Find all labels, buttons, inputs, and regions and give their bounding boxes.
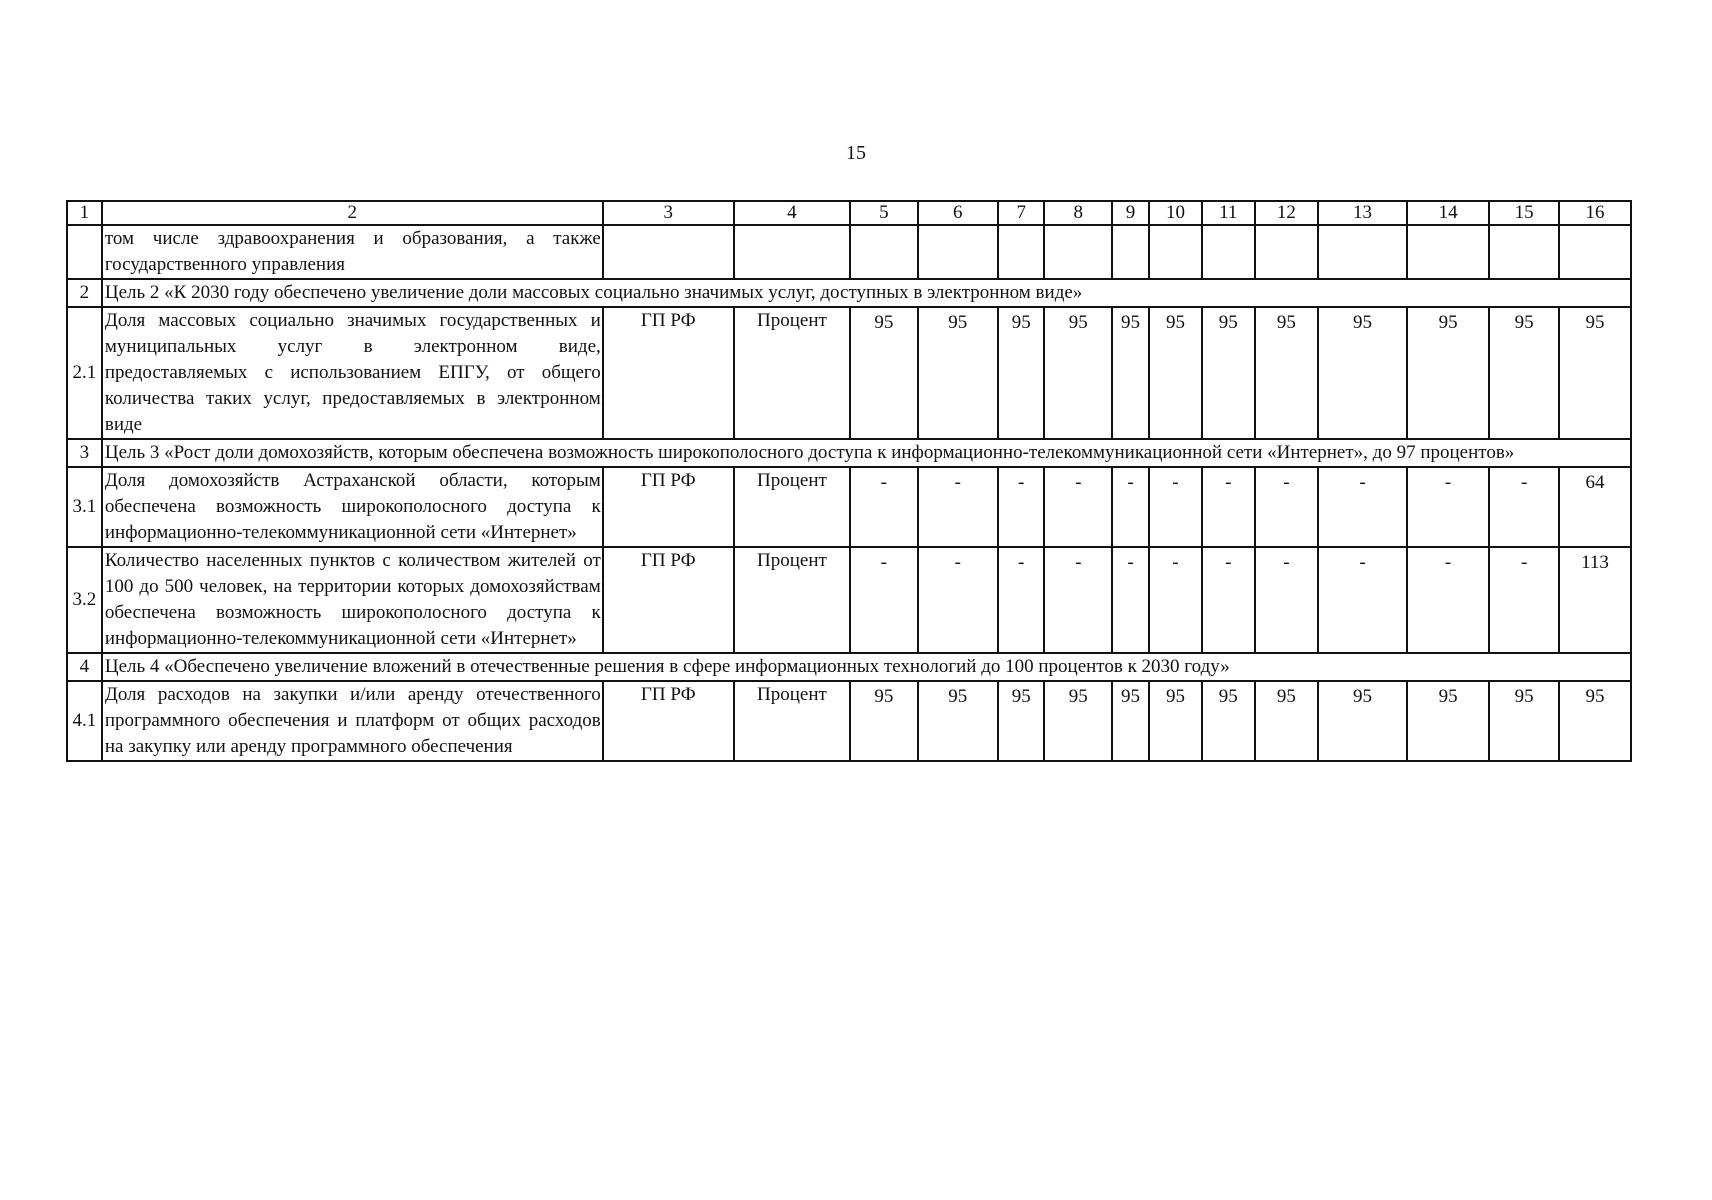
indicator-value: - — [918, 547, 998, 653]
indicator-value: 113 — [1559, 547, 1631, 653]
indicator-value: - — [850, 547, 918, 653]
indicator-value: 95 — [1407, 307, 1489, 439]
indicator-name: том числе здравоохранения и образования, а также государственного управления — [102, 225, 603, 279]
column-number: 3 — [603, 201, 734, 225]
column-number: 16 — [1559, 201, 1631, 225]
empty-cell — [603, 225, 734, 279]
indicator-value: 95 — [1489, 307, 1559, 439]
indicator-level: ГП РФ — [603, 467, 734, 547]
indicator-value: 95 — [1255, 307, 1318, 439]
indicator-value: 95 — [1407, 681, 1489, 761]
goal-row — [67, 279, 1631, 307]
column-number: 5 — [850, 201, 918, 225]
indicator-value: 95 — [1044, 681, 1112, 761]
indicator-value: - — [1044, 467, 1112, 547]
indicator-value: 95 — [850, 681, 918, 761]
empty-cell — [1489, 225, 1559, 279]
empty-cell — [918, 225, 998, 279]
indicator-number: 3.2 — [67, 547, 102, 653]
goal-row — [67, 439, 1631, 467]
indicator-row — [67, 307, 1631, 439]
goal-number: 3 — [67, 439, 102, 467]
indicator-value: 95 — [1559, 307, 1631, 439]
indicator-number: 3.1 — [67, 467, 102, 547]
indicator-value: - — [1202, 547, 1255, 653]
indicator-value: 95 — [1318, 307, 1407, 439]
column-number: 11 — [1202, 201, 1255, 225]
indicator-value: 95 — [850, 307, 918, 439]
indicators-table — [66, 200, 1632, 762]
column-number: 10 — [1149, 201, 1202, 225]
indicator-level: ГП РФ — [603, 307, 734, 439]
column-number: 2 — [102, 201, 603, 225]
indicator-value: - — [998, 467, 1044, 547]
indicator-value: 64 — [1559, 467, 1631, 547]
goal-number: 4 — [67, 653, 102, 681]
indicator-name: Доля расходов на закупки и/или аренду отечественного программного обеспечения и платформ от общих расходов на закупку или аренду программного обеспечения — [102, 681, 603, 761]
indicator-value: - — [1407, 547, 1489, 653]
column-number: 8 — [1044, 201, 1112, 225]
indicator-number: 4.1 — [67, 681, 102, 761]
indicator-unit: Процент — [734, 547, 850, 653]
indicator-value: - — [998, 547, 1044, 653]
indicator-value: - — [1044, 547, 1112, 653]
indicator-value: 95 — [918, 681, 998, 761]
indicator-value: 95 — [1559, 681, 1631, 761]
indicator-row — [67, 681, 1631, 761]
indicator-value: 95 — [998, 681, 1044, 761]
indicator-value: 95 — [1112, 307, 1149, 439]
empty-cell — [998, 225, 1044, 279]
indicator-value: - — [1318, 467, 1407, 547]
empty-cell — [1407, 225, 1489, 279]
goal-text: Цель 2 «К 2030 году обеспечено увеличение доли массовых социально значимых услуг, доступных в электронном виде» — [102, 279, 1631, 307]
indicator-value: - — [1255, 467, 1318, 547]
indicator-value: - — [850, 467, 918, 547]
indicator-value: 95 — [1202, 307, 1255, 439]
empty-cell — [1255, 225, 1318, 279]
column-number: 4 — [734, 201, 850, 225]
column-number: 7 — [998, 201, 1044, 225]
empty-cell — [1149, 225, 1202, 279]
indicator-value: - — [1112, 467, 1149, 547]
column-number: 13 — [1318, 201, 1407, 225]
indicator-value: - — [1255, 547, 1318, 653]
goal-row — [67, 653, 1631, 681]
column-number: 9 — [1112, 201, 1149, 225]
indicator-unit: Процент — [734, 307, 850, 439]
empty-cell — [1044, 225, 1112, 279]
indicator-value: - — [1318, 547, 1407, 653]
column-number-row — [67, 201, 1631, 225]
indicator-name: Количество населенных пунктов с количеством жителей от 100 до 500 человек, на территории которых домохозяйствам обеспечена возможность широкополосного доступа к информационно-телекоммуникационной сети «Интернет» — [102, 547, 603, 653]
indicator-level: ГП РФ — [603, 547, 734, 653]
indicator-value: - — [1489, 467, 1559, 547]
indicator-value: - — [1112, 547, 1149, 653]
indicator-number: 2.1 — [67, 307, 102, 439]
empty-cell — [1202, 225, 1255, 279]
indicator-value: - — [1202, 467, 1255, 547]
indicator-value: - — [1149, 467, 1202, 547]
empty-cell — [1112, 225, 1149, 279]
goal-number: 2 — [67, 279, 102, 307]
indicator-value: - — [1489, 547, 1559, 653]
column-number: 14 — [1407, 201, 1489, 225]
row-number-cell — [67, 225, 102, 279]
indicator-value: 95 — [1112, 681, 1149, 761]
indicator-value: 95 — [918, 307, 998, 439]
indicator-unit: Процент — [734, 681, 850, 761]
page-number: 15 — [846, 142, 866, 164]
indicator-value: 95 — [1149, 307, 1202, 439]
indicator-value: 95 — [998, 307, 1044, 439]
indicator-value: 95 — [1202, 681, 1255, 761]
goal-text: Цель 4 «Обеспечено увеличение вложений в отечественные решения в сфере информационных технологий до 100 процентов к 2030 году» — [102, 653, 1631, 681]
indicator-value: 95 — [1255, 681, 1318, 761]
indicator-value: - — [918, 467, 998, 547]
indicator-level: ГП РФ — [603, 681, 734, 761]
continuation-row — [67, 225, 1631, 279]
indicator-row — [67, 547, 1631, 653]
column-number: 6 — [918, 201, 998, 225]
indicator-value: 95 — [1318, 681, 1407, 761]
indicator-name: Доля домохозяйств Астраханской области, которым обеспечена возможность широкополосного доступа к информационно-телекоммуникационной сети «Интернет» — [102, 467, 603, 547]
column-number: 15 — [1489, 201, 1559, 225]
indicator-value: - — [1149, 547, 1202, 653]
indicator-value: 95 — [1044, 307, 1112, 439]
indicator-row — [67, 467, 1631, 547]
indicator-value: - — [1407, 467, 1489, 547]
indicator-value: 95 — [1489, 681, 1559, 761]
indicator-name: Доля массовых социально значимых государственных и муниципальных услуг в электронном виде, предоставляемых с использованием ЕПГУ, от общего количества таких услуг, предоставляемых в электронном виде — [102, 307, 603, 439]
column-number: 1 — [67, 201, 102, 225]
empty-cell — [1559, 225, 1631, 279]
indicator-unit: Процент — [734, 467, 850, 547]
column-number: 12 — [1255, 201, 1318, 225]
goal-text: Цель 3 «Рост доли домохозяйств, которым обеспечена возможность широкополосного доступа к информационно-телекоммуникационной сети «Интернет», до 97 процентов» — [102, 439, 1631, 467]
indicator-value: 95 — [1149, 681, 1202, 761]
empty-cell — [734, 225, 850, 279]
empty-cell — [1318, 225, 1407, 279]
empty-cell — [850, 225, 918, 279]
